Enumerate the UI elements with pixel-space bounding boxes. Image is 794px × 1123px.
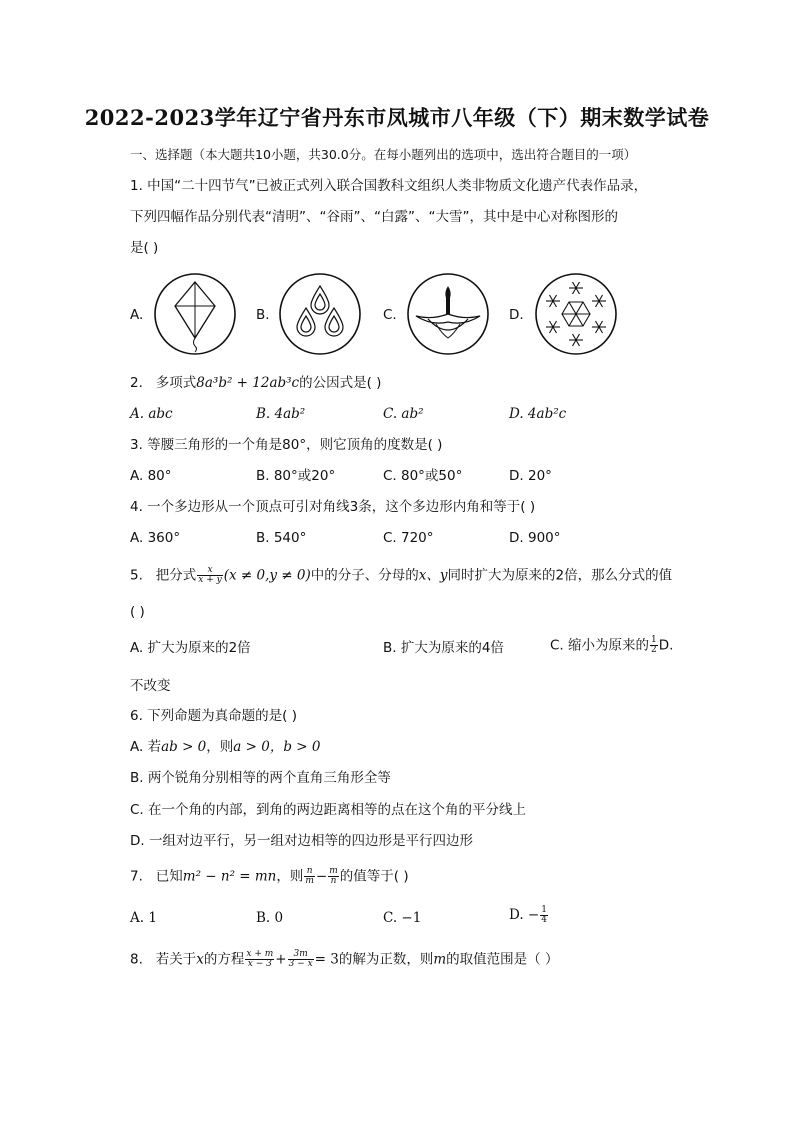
q2-option-b: B. 4ab²: [256, 406, 306, 422]
snowflake-figure: [534, 272, 618, 356]
page-title: 2022-2023学年辽宁省丹东市凤城市八年级（下）期末数学试卷: [84, 105, 710, 130]
q4-option-d: D. 900°: [509, 530, 561, 546]
kite-figure: [153, 272, 237, 356]
q6-option-c: C. 在一个角的内部，到角的两边距离相等的点在这个角的平分线上: [130, 802, 527, 818]
q5-option-d: 不改变: [130, 678, 171, 694]
raindrops-figure: [278, 272, 362, 356]
q1-line2: 下列四幅作品分别代表“清明”、“谷雨”、“白露”、“大雪”，其中是中心对称图形的: [130, 209, 618, 225]
section-heading: 一、选择题（本大题共10小题，共30.0分。在每小题列出的选项中，选出符合题目的一项）: [130, 147, 637, 162]
q2-stem: 2. 多项式8a³b² + 12ab³c的公因式是( ): [130, 375, 382, 391]
q5-option-b: B. 扩大为原来的4倍: [383, 640, 504, 656]
q2-polynomial: 8a³b² + 12ab³c: [196, 375, 300, 391]
q1-line1: 1. 中国“二十四节气”已被正式列入联合国教科文组织人类非物质文化遗产代表作品录，: [130, 178, 648, 194]
q3-option-c: C. 80°或50°: [383, 468, 463, 484]
q1-label-a: A.: [130, 307, 144, 323]
q2-option-c: C. ab²: [383, 406, 424, 422]
q7-option-b: B. 0: [256, 910, 284, 926]
q7-stem: 7. 已知m² − n² = mn，则 $\frac{n}{m}$ − $\frac{m}{n}$ 的值等于( ): [130, 866, 409, 886]
q5-option-c: C. 缩小为原来的 $\frac{1}{2}$ D.: [550, 635, 674, 655]
q5-option-a: A. 扩大为原来的2倍: [130, 640, 251, 656]
q3-stem: 3. 等腰三角形的一个角是80°，则它顶角的度数是( ): [130, 437, 443, 453]
q4-option-b: B. 540°: [256, 530, 307, 546]
dew-lamp-figure: [406, 272, 490, 356]
q1-label-d: D.: [509, 307, 524, 323]
q5-line2: ( ): [130, 604, 145, 620]
q1-label-b: B.: [256, 307, 270, 323]
q5-fraction: $\frac{x}{x + y}$: [198, 565, 222, 585]
q8-stem: 8. 若关于x的方程 $\frac{x + m}{x - 3}$ + $\frac{3m}{3 - x}$ = 3的解为正数，则m的取值范围是（ ）: [130, 949, 559, 969]
q1-line3: 是( ): [130, 240, 159, 256]
q2-option-d: D. 4ab²c: [509, 406, 567, 422]
q3-option-a: A. 80°: [130, 468, 172, 484]
q7-option-c: C. −1: [383, 910, 422, 926]
q4-stem: 4. 一个多边形从一个顶点可引对角线3条，这个多边形内角和等于( ): [130, 499, 536, 515]
q1-label-c: C.: [383, 307, 397, 323]
q6-option-d: D. 一组对边平行，另一组对边相等的四边形是平行四边形: [130, 833, 473, 849]
q6-option-b: B. 两个锐角分别相等的两个直角三角形全等: [130, 770, 391, 786]
q7-option-d: D. − $\frac{1}{4}$: [509, 905, 547, 925]
q5-stem: 5. 把分式 $\frac{x}{x + y}$ (x ≠ 0,y ≠ 0)中的分子、分母的x、y同时扩大为原来的2倍，那么分式的值: [130, 565, 673, 585]
q6-option-a: A. 若ab > 0，则a > 0，b > 0: [130, 739, 321, 755]
q6-stem: 6. 下列命题为真命题的是( ): [130, 708, 297, 724]
q3-option-d: D. 20°: [509, 468, 552, 484]
q7-option-a: A. 1: [130, 910, 157, 926]
q4-option-c: C. 720°: [383, 530, 434, 546]
q2-option-a: A. abc: [130, 406, 173, 422]
q3-option-b: B. 80°或20°: [256, 468, 336, 484]
q4-option-a: A. 360°: [130, 530, 181, 546]
